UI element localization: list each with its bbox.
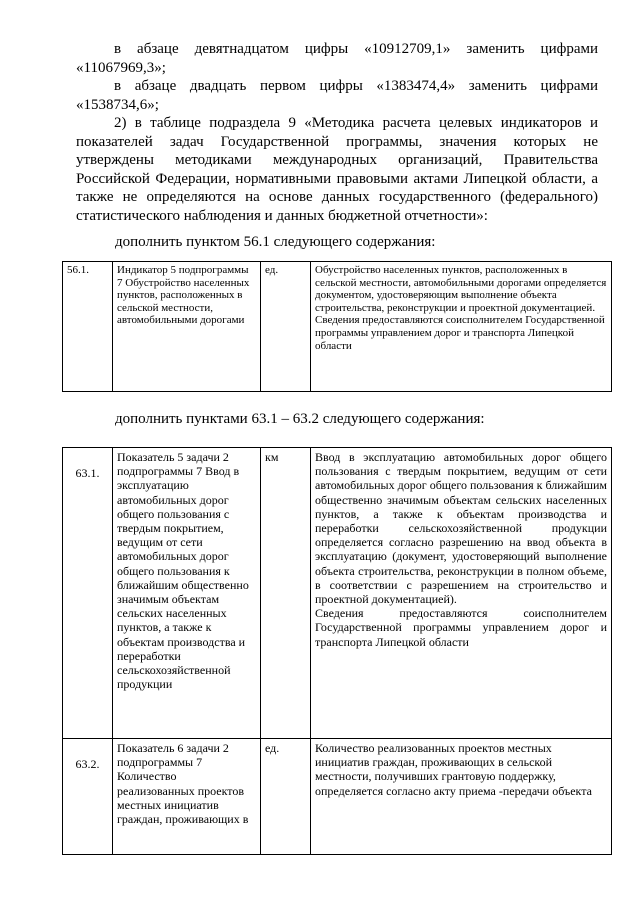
row-number: 63.2. <box>63 739 113 855</box>
table-item-56-1 <box>62 261 612 392</box>
row-number: 63.1. <box>63 448 113 739</box>
indicator-name: Показатель 6 задачи 2 подпрограммы 7 Количество реализованных проектов местных инициатив граждан, проживающих в <box>113 739 261 855</box>
data-source-text: Сведения предоставляются соисполнителем Государственной программы управлением дорог и транспорта Липецкой области <box>315 314 605 352</box>
method-text: Количество реализованных проектов местных инициатив граждан, проживающих в сельской местности, получивших грантовую поддержку, определяется согласно акту приема -передачи объекта <box>315 741 592 798</box>
method-description <box>311 262 612 392</box>
indicator-name: Индикатор 5 подпрограммы 7 Обустройство населенных пунктов, расположенных в сельской местности, автомобильными дорогами <box>113 262 261 392</box>
method-description <box>311 448 612 739</box>
method-text: Обустройство населенных пунктов, расположенных в сельской местности, автомобильными дорогами определяется документом, удостоверяющим выполнение объекта строительства, реконструкции и проектной документацией. <box>315 264 607 314</box>
amendment-paragraph-19: в абзаце девятнадцатом цифры «10912709,1» заменить цифрами «11067969,3»; <box>76 41 598 76</box>
data-source-text: Сведения предоставляются соисполнителем Государственной программы управлением дорог и транспорта Липецкой области <box>315 606 607 649</box>
indicator-name: Показатель 5 задачи 2 подпрограммы 7 Ввод в эксплуатацию автомобильных дорог общего пользования с твердым покрытием, ведущим от сети автомобильных дорог общего пользования к ближайшим общественно значимым объектам сельских населенных пунктов, а также к объектам производства и переработки сельскохозяйственной продукции <box>113 448 261 739</box>
amendment-paragraph-table: 2) в таблице подраздела 9 «Методика расчета целевых индикаторов и показателей задач Государственной программы, значения которых не утверждены методиками международных организаций, Правительства Российской Федерации, нормативными правовыми актами Липецкой области, а также не определяются на основе данных государственного (федерального) статистического наблюдения и данных бюджетной отчетности»: <box>76 115 598 224</box>
row-number: 56.1. <box>63 262 113 392</box>
lead-add-56-1: дополнить пунктом 56.1 следующего содержания: <box>115 234 436 250</box>
lead-add-63-1-63-2: дополнить пунктами 63.1 – 63.2 следующего содержания: <box>115 411 485 427</box>
unit-of-measure: ед. <box>261 262 311 392</box>
method-description <box>311 739 612 855</box>
table-row <box>63 739 612 855</box>
method-text: Ввод в эксплуатацию автомобильных дорог общего пользования с твердым покрытием, ведущим от сети автомобильных дорог общего пользования к ближайшим общественно значимым объектам сельских населенных пунктов, а также к объектам производства и переработки сельскохозяйственной продукции определяется согласно разрешению на ввод объекта в эксплуатацию (документ, удостоверяющий выполнение объекта строительства, реконструкции в полном объеме, в соответствии с разрешением на строительство и проектной документацией). <box>315 450 607 607</box>
amendment-paragraph-21: в абзаце двадцать первом цифры «1383474,4» заменить цифрами «1538734,6»; <box>76 78 598 113</box>
table-row <box>63 448 612 739</box>
table-row <box>63 262 612 392</box>
unit-of-measure: км <box>261 448 311 739</box>
unit-of-measure: ед. <box>261 739 311 855</box>
table-items-63 <box>62 447 612 855</box>
